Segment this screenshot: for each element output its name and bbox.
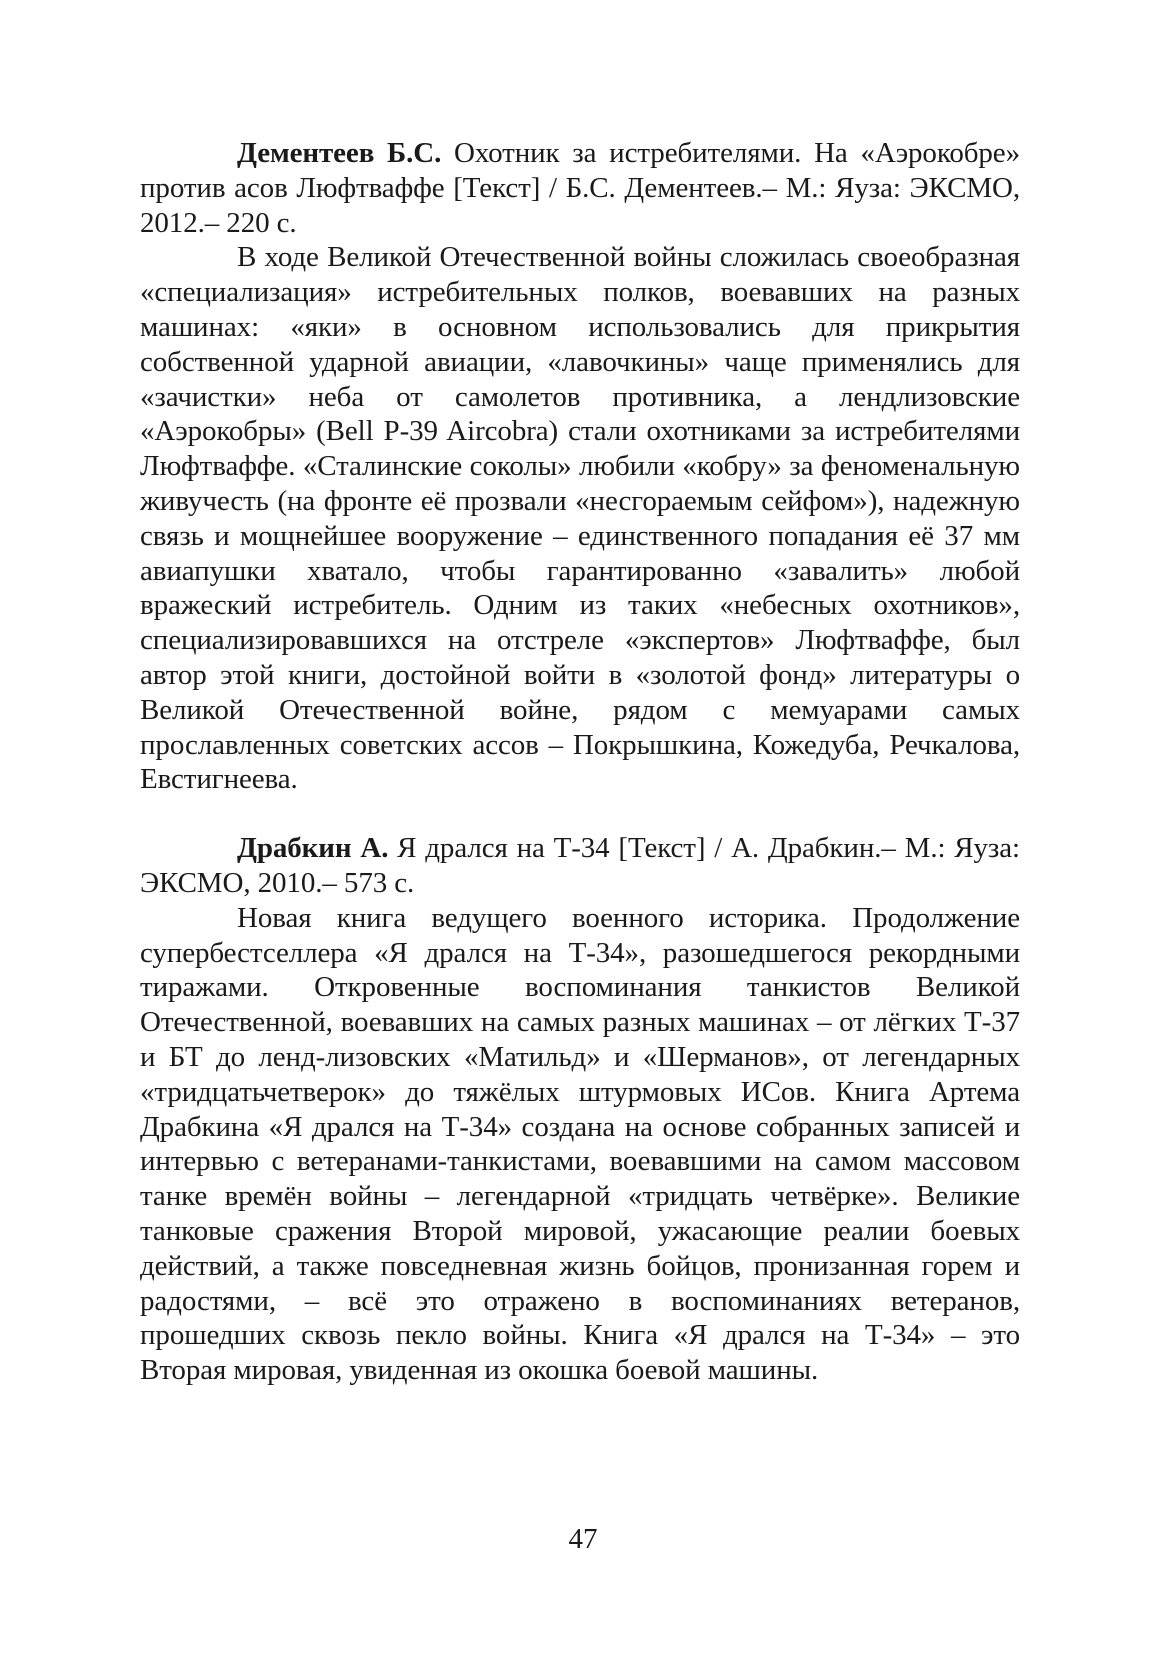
citation-paragraph (140, 831, 1020, 901)
bibliography-entry (140, 831, 1020, 1388)
bibliography-entry (140, 136, 1020, 797)
entry-author: Драбкин А. (237, 832, 389, 865)
annotation-paragraph: В ходе Великой Отечественной войны сложилась своеобразная «специализация» истребительных полков, воевавших на разных машинах: «яки» в основном использовались для прикрытия собственной ударной авиации, «лавочкины» чаще применялись для «зачистки» неба от самолетов противника, а лендлизовские «Аэрокобры» (Bell P-39 Aircobra) стали охотниками за истребителями Люфтваффе. «Сталинские соколы» любили «кобру» за феноменальную живучесть (на фронте её прозвали «несгораемым сейфом»), надежную связь и мощнейшее вооружение – единственного попадания её 37 мм авиапушки хватало, чтобы гарантированно «завалить» любой вражеский истребитель. Одним из таких «небесных охотников», специализировавшихся на отстреле «экспертов» Люфтваффе, был автор этой книги, достойной войти в «золотой фонд» литературы о Великой Отечественной войне, рядом с мемуарами самых прославленных советских ассов – Покрышкина, Кожедуба, Речкалова, Евстигнеева. (140, 241, 1020, 796)
annotation-paragraph: Новая книга ведущего военного историка. Продолжение супербестселлера «Я дрался на Т-34», разошедшегося рекордными тиражами. Откровенные воспоминания танкистов Великой Отечественной, воевавших на самых разных машинах – от лёгких Т-37 и БТ до ленд-лизовских «Матильд» и «Шерманов», от легендарных «тридцатьчетверок» до тяжёлых штурмовых ИСов. Книга Артема Драбкина «Я дрался на Т-34» создана на основе собранных записей и интервью с ветеранами-танкистами, воевавшими на самом массовом танке времён войны – легендарной «тридцать четвёрке». Великие танковые сражения Второй мировой, ужасающие реалии боевых действий, а также повседневная жизнь бойцов, пронизанная горем и радостями, – всё это отражено в воспоминаниях ветеранов, прошедших сквозь пекло войны. Книга «Я дрался на Т-34» – это Вторая мировая, увиденная из окошка боевой машины. (140, 901, 1020, 1387)
citation-paragraph (140, 136, 1020, 240)
document-body (140, 136, 1020, 1388)
entry-citation: Охотник за истребителями. На «Аэрокобре» против асов Люфтваффе [Текст] / Б.С. Дементеев.– М.: Яуза: ЭКСМО, 2012.– 220 с. (140, 137, 1020, 239)
page-number: 47 (568, 1523, 598, 1555)
entry-citation: Я дрался на Т-34 [Текст] / А. Драбкин.– М.: Яуза: ЭКСМО, 2010.– 573 с. (140, 832, 1020, 899)
entry-author: Дементеев Б.С. (237, 137, 442, 169)
